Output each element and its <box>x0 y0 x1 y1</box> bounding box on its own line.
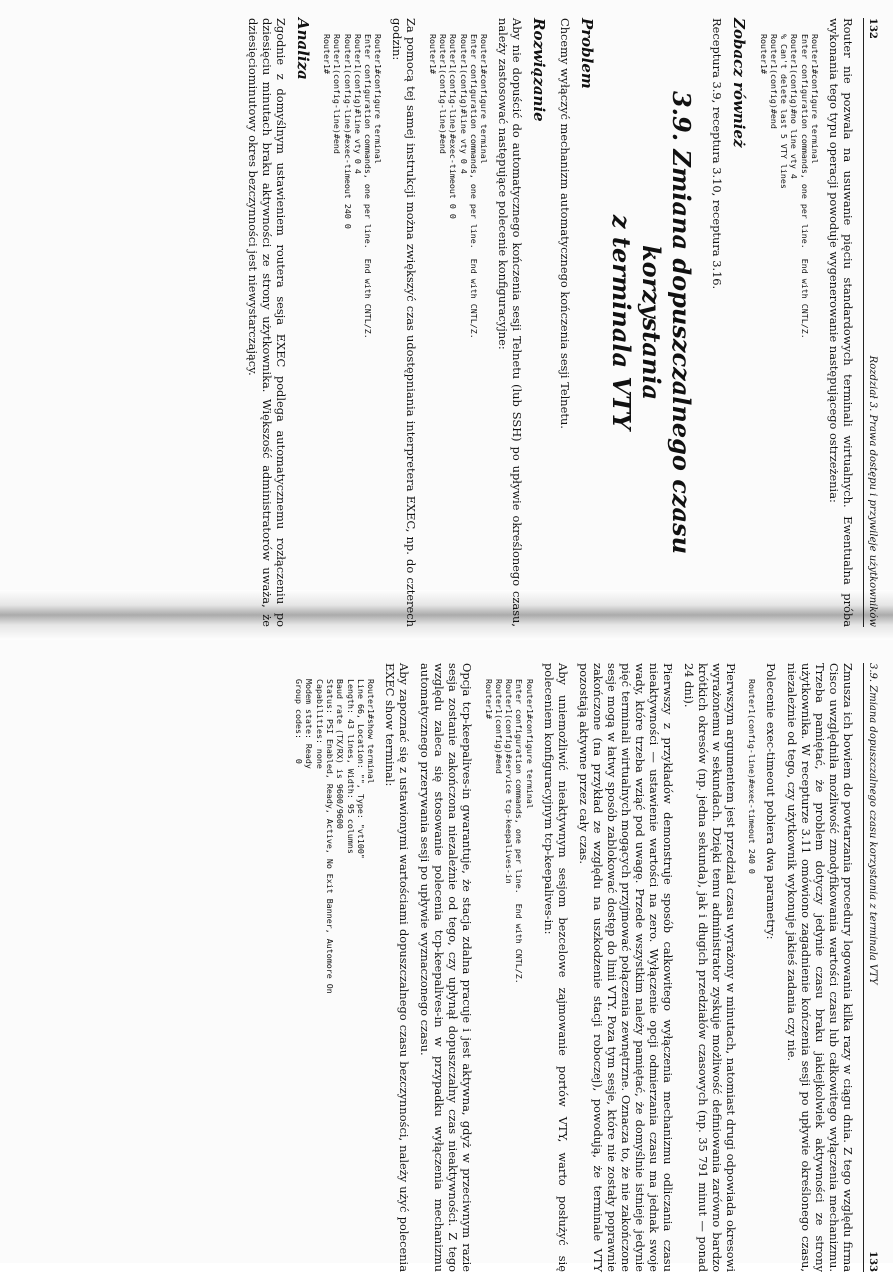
code-listing: Router1#show terminal Line 66, Location: "", Type: "vt100" Length: 43 lines, Width: 95 columns Baud rate (TX/RX) is 9600/9600 Status: PSI Enabled, Ready, Active, No Exit Banner, Automore On Capabilities: none Modem state: Ready Group codes: 0 <box>294 679 377 994</box>
code-listing: Router1#configure terminal Enter configuration commands, one per line. End with CNTL/Z. Router1(config)#line vty 0 4 Router1(config-line)#exec-timeout 240 0 Router1(config-line)#end Router1# <box>321 34 384 339</box>
page-header <box>863 663 878 1272</box>
recipe-title-line: 3.9. Zmiana dopuszczalnego czasu korzystania <box>637 90 697 555</box>
paragraph: Router nie pozwala na usuwanie pięciu standardowych terminali wirtualnych. Ewentualna próba wykonania tego typu operacji powoduje wygenerowanie następującego ostrzeżenia: <box>827 18 855 627</box>
page-number: 132 <box>867 18 878 39</box>
page-header <box>863 18 878 627</box>
paragraph: Polecenie exec-timeout pobiera dwa parametry: <box>764 663 778 940</box>
page-133 <box>6 655 878 1280</box>
paragraph: Zmusza ich bowiem do powtarzania procedury logowania kilka razy w ciągu dnia. Z tego względu firma Cisco uwzględniła możliwość zmodyfikowania wartości czasu lub całkowitego wyłączenia mechanizmu. Trzeba pamiętać, że problem dotyczy jedynie czasu braku jakiejkolwiek aktywności ze strony użytkownika. W recepturze 3.11 omówiono zagadnienie kończenia sesji po upływie określonego czasu, niezależnie od tego, czy użytkownik wykonuje jakieś zadania czy nie. <box>785 663 855 1272</box>
paragraph: Pierwszy z przykładów demonstruje sposób całkowitego wyłączenia mechanizmu odliczania czasu nieaktywności — ustawienie wartości na zero. Wyłączenie opcji odmierzania czasu ma jednak swoje wady, które trzeba wziąć pod uwagę. Przede wszystkim należy pamiętać, że domyślnie istnieje jedynie pięć terminali wirtualnych mogących przyjmować połączenia zewnętrzne. Oznacza to, że nie zakończone sesje mogą w łatwy sposób zablokować dostęp do linii VTY. Poza tym sesje, które nie zostały poprawnie zakończone (na przykład ze względu na uszkodzenie stacji roboczej), powodują, że terminale VTY pozostają aktywne przez cały czas. <box>576 663 675 1272</box>
section-heading: Rozwiązanie <box>530 18 549 122</box>
paragraph: Opcja tcp-keepalives-in gwarantuje, że stacja zdalna pracuje i jest aktywna, gdyż w przeciwnym razie sesja zostanie zakończona niezależnie od tego, czy upłynął dopuszczalny czas nieaktywności. Z tego względu zaleca się stosowanie polecenia tcp-keepalives-in w przypadku wyłączenia mechanizmu automatycznego przerywania sesji po upływie wyznaczonego czasu. <box>418 663 475 1272</box>
section-heading: Zobacz również <box>730 18 749 148</box>
paragraph: Receptura 3.9, receptura 3.10, receptura 3.16. <box>710 18 725 290</box>
paragraph: Aby uniemożliwić nieaktywnym sesjom bezcelowe zajmowanie portów VTY, warto posłużyć się poleceniem konfiguracyjnym tcp-keepalives-in: <box>541 663 570 1272</box>
paragraph: Aby nie dopuścić do automatycznego kończenia sesji Telnetu (lub SSH) po upływie określonego czasu, należy zastosować następujące polecenie konfiguracyjne: <box>496 18 525 627</box>
paragraph: Chcemy wyłączyć mechanizm automatycznego kończenia sesji Telnetu. <box>558 18 573 429</box>
paragraph: Zgodnie z domyślnym ustawieniem routera sesja EXEC podlega automatycznemu rozłączeniu po dziesięciu minutach braku aktywności ze strony użytkownika. Większość administratorów uważa, że dziesięciominutowy okres bezczynności jest niewystarczający. <box>245 18 288 627</box>
paragraph: Za pomocą tej samej instrukcji można zwiększyć czas udostępniania interpretera EXEC, np. do czterech godzin: <box>390 18 419 627</box>
paragraph: Pierwszym argumentem jest przedział czasu wyrażony w minutach, natomiast drugi odpowiada okresowi wyrażonemu w sekundach. Dzięki temu administrator zyskuje możliwość definiowania zarówno bardzo krótkich okresów (np. jedna sekunda), jak i długich przedziałów czasowych (np. 35 791 minut — ponad 24 dni). <box>681 663 738 1272</box>
recipe-title <box>606 18 696 627</box>
running-title: 3.9. Zmiana dopuszczalnego czasu korzystania z terminala VTY <box>867 663 878 985</box>
code-listing: Router1#configure terminal Enter configuration commands, one per line. End with CNTL/Z. Router1(config)#no line vty 4 % Can't delete last 5 VTY lines Router1(config)#end Router1# <box>758 34 820 339</box>
code-listing: Router1#configure terminal Enter configuration commands, one per line. End with CNTL/Z. Router1(config)#service tcp-keepalives-in Router1(config)#end Router1# <box>483 679 535 984</box>
page-body <box>246 10 855 635</box>
page-number: 133 <box>867 1251 878 1272</box>
code-listing: Router1#configure terminal Enter configuration commands, one per line. End with CNTL/Z. Router1(config)#line vty 0 4 Router1(config-line)#exec-timeout 0 0 Router1(config-line)#end Router1# <box>427 34 490 339</box>
page-body <box>294 655 855 1280</box>
recipe-title-line: z terminala VTY <box>607 214 637 431</box>
page-132 <box>6 10 878 635</box>
code-listing: Router1(config-line)#exec-timeout 240 0 <box>747 679 757 874</box>
running-title: Rozdział 3. Prawa dostępu i przywileje użytkowników <box>867 355 878 627</box>
section-heading: Analiza <box>293 18 312 80</box>
section-heading: Problem <box>578 18 597 89</box>
paragraph: Aby zapoznać się z ustawionymi wartościami dopuszczalnego czasu bezczynności, należy użyć polecenia EXEC show terminal: <box>383 663 412 1272</box>
